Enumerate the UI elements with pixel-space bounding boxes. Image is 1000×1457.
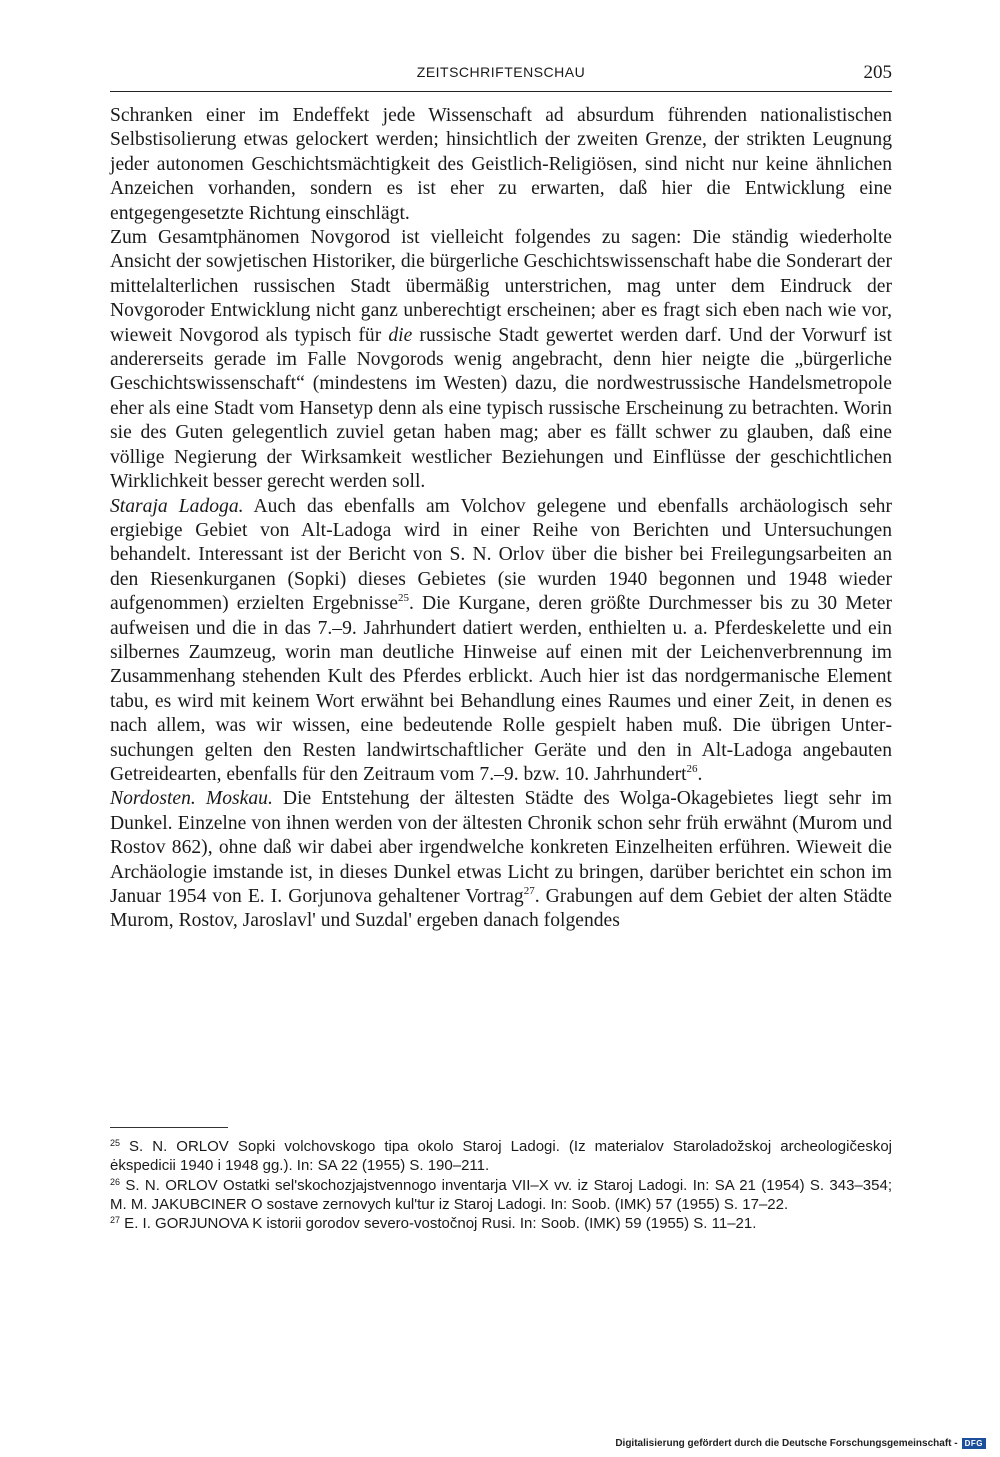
paragraph-novgorod-summary: Zum Gesamtphänomen Novgorod ist vielleicht folgendes zu sagen: Die ständig wiederholte Ansicht der sowjetischen Historiker, die bürgerliche Geschichtswissenschaft habe die Sonderart der mittelalterlichen russischen Stadt übermäßig unterstrichen, mag unter dem Eindruck der Novgoroder Entwicklung nicht ganz unberechtigt erscheinen; aber es fragt sich eben nach wie vor, wieweit Novgorod als typisch für die russische Stadt gewertet werden darf. Und der Vorwurf ist andererseits gerade im Falle Novgorods wenig angebracht, denn hier neigte die „bürgerliche Geschichtswissenschaft“ (mindestens im Westen) dazu, die nordwestrussische Handelsmetropole eher als eine Stadt vom Hansetyp denn als eine typisch russische Erscheinung zu betrachten. Worin sie des Guten gelegentlich zuviel getan haben mag; aber es fällt schwer zu glauben, daß eine völlige Negierung der Wirksamkeit westlicher Beziehungen und Einflüsse der geschichtlichen Wirklichkeit besser gerecht werden soll. [110, 227, 892, 493]
page-number: 205 [863, 62, 892, 83]
footnote-number: 27 [110, 1215, 121, 1226]
running-title: ZEITSCHRIFTENSCHAU [416, 64, 586, 80]
section-heading-nordosten-moskau: Nordosten. Moskau. [110, 788, 273, 810]
footnote-rule [110, 1127, 228, 1128]
paragraph-staraja-ladoga: Staraja Ladoga. Auch das ebenfalls am Volchov gelegene und ebenfalls archäologisch sehr ergiebige Gebiet von Alt-Ladoga wird in einer Reihe von Berichten und Untersuchungen behandelt. Interessant ist der Bericht von S. N. Orlov über die bisher bei Freilegungsarbeiten an den Riesenkurganen (Sopki) dieses Gebietes (sie wurden 1940 begonnen und 1948 wieder aufgenommen) erzielten Ergebnisse$^{25}$. Die Kurgane, deren größte Durchmesser bis zu 30 Meter aufweisen und die in das 7.–9. Jahrhundert datiert werden, enthielten u. a. Pferdeskelette und ein silbernes Zaumzeug, worin man deutliche Hinweise auf einen mit der Leichenverbrennung im Zusammenhang stehenden Kult des Pferdes erblickt. Auch hier ist das nordgermanische Element tabu, es wird mit keinem Wort erwähnt bei Behandlung eines Raumes und einer Zeit, in denen es nach allem, was wir wissen, eine bedeutende Rolle gespielt haben muß. Die übrigen Untersuchungen gelten den Resten landwirtschaftlicher Geräte und den in Alt-Ladoga angebauten Getreidearten, ebenfalls für den Zeitraum vom 7.–9. bzw. 10. Jahrhundert$^{26}$. [110, 495, 892, 785]
paragraph-novgorod-continued: Schranken einer im Endeffekt jede Wissenschaft ad absurdum führenden nationalistischen Selbstisolierung etwas gelockert werden; hinsichtlich der zweiten Grenze, der strikten Leugnung jeder autonomen Geschichtsmächtigkeit des Geistlich-Religiösen, sind nicht nur keine ähnlichen Anzeichen vorhanden, sondern es ist eher zu erwarten, daß hier die Entwicklung eine entgegengesetzte Richtung einschlägt. [110, 105, 892, 224]
footnote-number: 25 [110, 1138, 121, 1148]
footnote-number: 26 [110, 1176, 121, 1187]
footnote-ref-25[interactable]: 25 [397, 592, 409, 605]
footnote-text: S. N. ORLOV Ostatki sel'skochozjajstvennogo inventarja VII–X vv. iz Staroj Ladogi. In: SA 21 (1954) S. 343–354; M. M. JAKUBCINER O sostave zernovych kul'tur iz Staroj Ladogi. In: Soob. (IMK) 57 (1955) S. 17–22. [110, 1176, 892, 1213]
italic-emphasis: die [388, 324, 413, 346]
paragraph-nordosten-moskau: Nordosten. Moskau. Die Entstehung der ältesten Städte des Wolga-Okagebietes liegt sehr im Dunkel. Einzelne von ihnen werden von der ältesten Chronik schon sehr früh erwähnt (Murom und Rostov 862), ohne daß wir dabei aber irgendwelche konkreten Einzelheiten erführen. Wieweit die Archäologie imstande ist, in dieses Dunkel etwas Licht zu bringen, darüber berichtet ein schon im Januar 1954 von E. I. Gorjunova gehaltener Vortrag$^{27}$. Grabungen auf dem Gebiet der alten Städte Murom, Rostov, Jaroslavl' und Suzdal' ergeben danach folgendes [110, 788, 892, 932]
footnote [110, 1176, 892, 1215]
footnotes [110, 1137, 892, 1233]
header-rule [110, 91, 892, 92]
digitization-credit [615, 1438, 986, 1449]
main-text [110, 104, 892, 934]
footnote-text: E. I. GORJUNOVA K istorii gorodov severo-vostočnoj Rusi. In: Soob. (IMK) 59 (1955) S. 11–21. [120, 1215, 757, 1233]
dfg-logo-icon: DFG [962, 1438, 986, 1449]
running-header [110, 64, 892, 88]
credit-text: Digitalisierung gefördert durch die Deutsche Forschungsgemeinschaft - [615, 1438, 958, 1449]
footnote-text: S. N. ORLOV Sopki volchovskogo tipa okolo Staroj Ladogi. (Iz materialov Staroladožskoj archeologičeskoj ėkspedicii 1940 i 1948 gg.). In: SA 22 (1955) S. 190–211. [110, 1138, 892, 1175]
footnote [110, 1137, 892, 1176]
footnote-ref-27[interactable]: 27 [523, 885, 535, 897]
footnote-ref-26[interactable]: 26 [686, 762, 698, 775]
footnote [110, 1214, 892, 1233]
section-heading-staraja-ladoga: Staraja Ladoga. [110, 495, 244, 517]
